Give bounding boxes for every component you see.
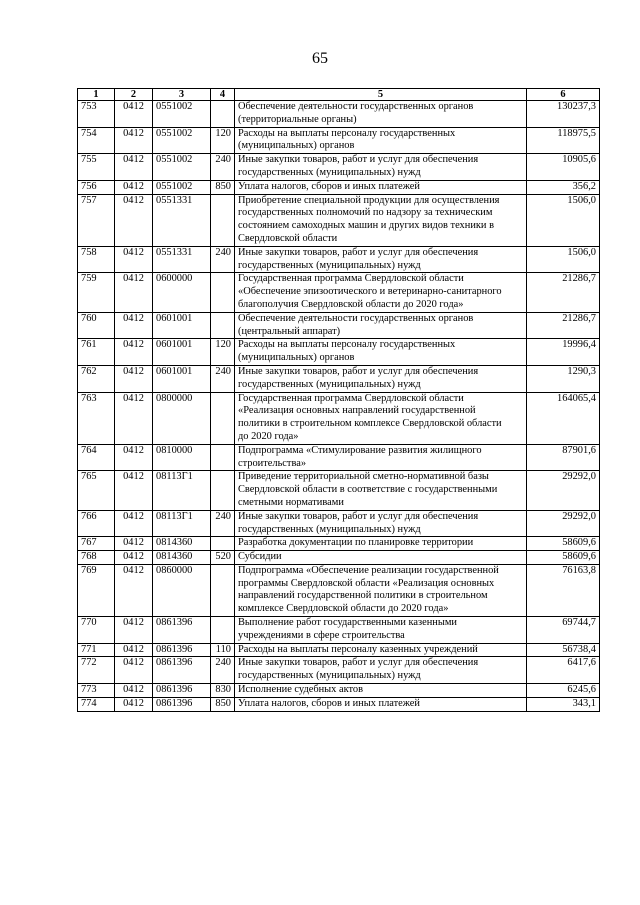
target-code-cell: 0860000 bbox=[153, 564, 211, 616]
description-line: Субсидии bbox=[238, 551, 282, 563]
section-code-cell: 0412 bbox=[115, 127, 153, 154]
description-line: Расходы на выплаты персоналу казенных учреждений bbox=[238, 643, 478, 655]
expense-type-cell bbox=[211, 564, 235, 616]
expense-type-cell bbox=[211, 273, 235, 312]
amount-cell: 29292,0 bbox=[527, 471, 600, 510]
amount-cell: 118975,5 bbox=[527, 127, 600, 154]
description-cell bbox=[235, 684, 527, 698]
table-body bbox=[78, 101, 600, 712]
description-line: Государственная программа Свердловской области bbox=[238, 392, 464, 404]
expense-type-cell: 240 bbox=[211, 510, 235, 537]
amount-cell: 58609,6 bbox=[527, 551, 600, 565]
description-line: государственных (муниципальных) нужд bbox=[238, 259, 421, 271]
target-code-cell: 0800000 bbox=[153, 392, 211, 444]
target-code-cell: 0861396 bbox=[153, 697, 211, 711]
description-line: Свердловской области в соответствие с государственными bbox=[238, 484, 498, 496]
description-line: (муниципальных) органов bbox=[238, 140, 355, 152]
target-code-cell: 0810000 bbox=[153, 444, 211, 471]
description-line: Иные закупки товаров, работ и услуг для обеспечения bbox=[238, 365, 479, 377]
description-cell bbox=[235, 312, 527, 339]
description-line: «Реализация основных направлений государственной bbox=[238, 405, 476, 417]
description-line: Выполнение работ государственными казенными bbox=[238, 617, 457, 629]
expense-type-cell: 520 bbox=[211, 551, 235, 565]
target-code-cell: 08113Г1 bbox=[153, 471, 211, 510]
expense-type-cell bbox=[211, 194, 235, 246]
section-code-cell: 0412 bbox=[115, 444, 153, 471]
description-line: программы Свердловской области «Реализация основных bbox=[238, 577, 495, 589]
description-cell bbox=[235, 365, 527, 392]
table-row bbox=[78, 551, 600, 565]
description-line: до 2020 года» bbox=[238, 430, 299, 442]
section-code-cell: 0412 bbox=[115, 365, 153, 392]
description-line: Исполнение судебных актов bbox=[238, 684, 363, 696]
table-row bbox=[78, 444, 600, 471]
description-line: Уплата налогов, сборов и иных платежей bbox=[238, 180, 420, 192]
target-code-cell: 0551002 bbox=[153, 127, 211, 154]
amount-cell: 1506,0 bbox=[527, 246, 600, 273]
header-col-2: 2 bbox=[115, 89, 153, 101]
description-line: Подпрограмма «Стимулирование развития жилищного bbox=[238, 444, 482, 456]
description-line: Иные закупки товаров, работ и услуг для обеспечения bbox=[238, 510, 479, 522]
table-row bbox=[78, 339, 600, 366]
target-code-cell: 0861396 bbox=[153, 657, 211, 684]
description-line: Уплата налогов, сборов и иных платежей bbox=[238, 697, 420, 709]
description-cell bbox=[235, 617, 527, 644]
description-cell bbox=[235, 510, 527, 537]
amount-cell: 58609,6 bbox=[527, 537, 600, 551]
section-code-cell: 0412 bbox=[115, 564, 153, 616]
row-number-cell: 755 bbox=[78, 154, 115, 181]
expense-type-cell: 850 bbox=[211, 180, 235, 194]
row-number-cell: 762 bbox=[78, 365, 115, 392]
amount-cell: 343,1 bbox=[527, 697, 600, 711]
description-line: государственных (муниципальных) нужд bbox=[238, 523, 421, 535]
description-line: Иные закупки товаров, работ и услуг для обеспечения bbox=[238, 657, 479, 669]
target-code-cell: 0551002 bbox=[153, 180, 211, 194]
row-number-cell: 771 bbox=[78, 643, 115, 657]
table-row bbox=[78, 471, 600, 510]
section-code-cell: 0412 bbox=[115, 246, 153, 273]
row-number-cell: 770 bbox=[78, 617, 115, 644]
description-cell bbox=[235, 564, 527, 616]
description-line: Разработка документации по планировке территории bbox=[238, 537, 474, 549]
row-number-cell: 773 bbox=[78, 684, 115, 698]
row-number-cell: 756 bbox=[78, 180, 115, 194]
description-line: комплексе Свердловской области до 2020 года» bbox=[238, 603, 449, 615]
target-code-cell: 08113Г1 bbox=[153, 510, 211, 537]
row-number-cell: 765 bbox=[78, 471, 115, 510]
description-cell bbox=[235, 127, 527, 154]
description-cell bbox=[235, 180, 527, 194]
description-cell bbox=[235, 444, 527, 471]
section-code-cell: 0412 bbox=[115, 510, 153, 537]
row-number-cell: 772 bbox=[78, 657, 115, 684]
row-number-cell: 768 bbox=[78, 551, 115, 565]
description-cell bbox=[235, 101, 527, 128]
row-number-cell: 764 bbox=[78, 444, 115, 471]
description-line: государственных (муниципальных) нужд bbox=[238, 670, 421, 682]
expense-type-cell: 240 bbox=[211, 365, 235, 392]
amount-cell: 19996,4 bbox=[527, 339, 600, 366]
section-code-cell: 0412 bbox=[115, 273, 153, 312]
budget-table bbox=[77, 88, 600, 712]
expense-type-cell: 110 bbox=[211, 643, 235, 657]
row-number-cell: 766 bbox=[78, 510, 115, 537]
expense-type-cell bbox=[211, 101, 235, 128]
amount-cell: 21286,7 bbox=[527, 273, 600, 312]
amount-cell: 6245,6 bbox=[527, 684, 600, 698]
amount-cell: 356,2 bbox=[527, 180, 600, 194]
section-code-cell: 0412 bbox=[115, 471, 153, 510]
target-code-cell: 0861396 bbox=[153, 617, 211, 644]
target-code-cell: 0551331 bbox=[153, 246, 211, 273]
description-line: Расходы на выплаты персоналу государственных bbox=[238, 127, 456, 139]
table-row bbox=[78, 154, 600, 181]
description-cell bbox=[235, 273, 527, 312]
amount-cell: 87901,6 bbox=[527, 444, 600, 471]
target-code-cell: 0861396 bbox=[153, 684, 211, 698]
target-code-cell: 0601001 bbox=[153, 365, 211, 392]
description-line: направлений государственной политики в строительном bbox=[238, 590, 488, 602]
expense-type-cell: 240 bbox=[211, 657, 235, 684]
description-line: Иные закупки товаров, работ и услуг для обеспечения bbox=[238, 246, 479, 258]
description-line: (территориальные органы) bbox=[238, 113, 357, 125]
description-line: Иные закупки товаров, работ и услуг для обеспечения bbox=[238, 154, 479, 166]
target-code-cell: 0600000 bbox=[153, 273, 211, 312]
section-code-cell: 0412 bbox=[115, 101, 153, 128]
page-number: 65 bbox=[312, 50, 328, 67]
amount-cell: 69744,7 bbox=[527, 617, 600, 644]
expense-type-cell: 240 bbox=[211, 154, 235, 181]
description-line: состоянием самоходных машин и других видов техники в bbox=[238, 220, 494, 232]
description-line: (муниципальных) органов bbox=[238, 352, 355, 364]
expense-type-cell bbox=[211, 617, 235, 644]
table-row bbox=[78, 127, 600, 154]
description-line: Расходы на выплаты персоналу государственных bbox=[238, 339, 456, 351]
target-code-cell: 0814360 bbox=[153, 537, 211, 551]
section-code-cell: 0412 bbox=[115, 643, 153, 657]
target-code-cell: 0551002 bbox=[153, 101, 211, 128]
description-cell bbox=[235, 697, 527, 711]
header-col-4: 4 bbox=[211, 89, 235, 101]
description-cell bbox=[235, 537, 527, 551]
section-code-cell: 0412 bbox=[115, 657, 153, 684]
table-row bbox=[78, 657, 600, 684]
description-cell bbox=[235, 551, 527, 565]
row-number-cell: 767 bbox=[78, 537, 115, 551]
amount-cell: 21286,7 bbox=[527, 312, 600, 339]
section-code-cell: 0412 bbox=[115, 537, 153, 551]
description-line: Обеспечение деятельности государственных органов bbox=[238, 312, 474, 324]
description-cell bbox=[235, 246, 527, 273]
expense-type-cell: 120 bbox=[211, 127, 235, 154]
description-line: «Обеспечение эпизоотического и ветеринарно-санитарного bbox=[238, 286, 502, 298]
table-row bbox=[78, 246, 600, 273]
description-line: Приобретение специальной продукции для осуществления bbox=[238, 194, 500, 206]
row-number-cell: 769 bbox=[78, 564, 115, 616]
target-code-cell: 0551331 bbox=[153, 194, 211, 246]
target-code-cell: 0861396 bbox=[153, 643, 211, 657]
section-code-cell: 0412 bbox=[115, 551, 153, 565]
description-line: (центральный аппарат) bbox=[238, 325, 341, 337]
table-row bbox=[78, 312, 600, 339]
description-line: государственных полномочий по надзору за техническим bbox=[238, 207, 493, 219]
expense-type-cell: 850 bbox=[211, 697, 235, 711]
expense-type-cell bbox=[211, 392, 235, 444]
description-cell bbox=[235, 643, 527, 657]
table-row bbox=[78, 101, 600, 128]
description-line: учреждениями в сфере строительства bbox=[238, 629, 405, 641]
row-number-cell: 774 bbox=[78, 697, 115, 711]
target-code-cell: 0551002 bbox=[153, 154, 211, 181]
expense-type-cell bbox=[211, 537, 235, 551]
row-number-cell: 758 bbox=[78, 246, 115, 273]
description-line: сметными нормативами bbox=[238, 496, 344, 508]
description-line: политики в строительном комплексе Свердловской области bbox=[238, 418, 502, 430]
amount-cell: 76163,8 bbox=[527, 564, 600, 616]
section-code-cell: 0412 bbox=[115, 617, 153, 644]
section-code-cell: 0412 bbox=[115, 697, 153, 711]
description-line: Приведение территориальной сметно-нормативной базы bbox=[238, 471, 489, 483]
header-col-1: 1 bbox=[78, 89, 115, 101]
header-col-5: 5 bbox=[235, 89, 527, 101]
target-code-cell: 0814360 bbox=[153, 551, 211, 565]
description-line: Обеспечение деятельности государственных органов bbox=[238, 101, 474, 112]
row-number-cell: 753 bbox=[78, 101, 115, 128]
table-row bbox=[78, 392, 600, 444]
row-number-cell: 759 bbox=[78, 273, 115, 312]
section-code-cell: 0412 bbox=[115, 154, 153, 181]
expense-type-cell: 830 bbox=[211, 684, 235, 698]
amount-cell: 164065,4 bbox=[527, 392, 600, 444]
expense-type-cell: 120 bbox=[211, 339, 235, 366]
section-code-cell: 0412 bbox=[115, 194, 153, 246]
table-row bbox=[78, 564, 600, 616]
header-col-6: 6 bbox=[527, 89, 600, 101]
expense-type-cell bbox=[211, 312, 235, 339]
amount-cell: 29292,0 bbox=[527, 510, 600, 537]
section-code-cell: 0412 bbox=[115, 180, 153, 194]
description-line: Государственная программа Свердловской области bbox=[238, 273, 464, 285]
table-row bbox=[78, 617, 600, 644]
table-row bbox=[78, 510, 600, 537]
target-code-cell: 0601001 bbox=[153, 339, 211, 366]
amount-cell: 130237,3 bbox=[527, 101, 600, 128]
table-row bbox=[78, 194, 600, 246]
target-code-cell: 0601001 bbox=[153, 312, 211, 339]
description-line: благополучия Свердловской области до 2020 года» bbox=[238, 298, 464, 310]
row-number-cell: 760 bbox=[78, 312, 115, 339]
section-code-cell: 0412 bbox=[115, 312, 153, 339]
section-code-cell: 0412 bbox=[115, 392, 153, 444]
table-row bbox=[78, 365, 600, 392]
description-cell bbox=[235, 471, 527, 510]
description-cell bbox=[235, 194, 527, 246]
expense-type-cell bbox=[211, 471, 235, 510]
table-header-row bbox=[78, 89, 600, 101]
table-row bbox=[78, 537, 600, 551]
description-line: Подпрограмма «Обеспечение реализации государственной bbox=[238, 564, 499, 576]
amount-cell: 6417,6 bbox=[527, 657, 600, 684]
row-number-cell: 763 bbox=[78, 392, 115, 444]
expense-type-cell bbox=[211, 444, 235, 471]
amount-cell: 1506,0 bbox=[527, 194, 600, 246]
row-number-cell: 754 bbox=[78, 127, 115, 154]
description-line: строительства» bbox=[238, 457, 307, 469]
table-row bbox=[78, 180, 600, 194]
expense-type-cell: 240 bbox=[211, 246, 235, 273]
row-number-cell: 761 bbox=[78, 339, 115, 366]
table-row bbox=[78, 697, 600, 711]
section-code-cell: 0412 bbox=[115, 339, 153, 366]
header-col-3: 3 bbox=[153, 89, 211, 101]
description-line: государственных (муниципальных) нужд bbox=[238, 378, 421, 390]
description-line: государственных (муниципальных) нужд bbox=[238, 166, 421, 178]
amount-cell: 56738,4 bbox=[527, 643, 600, 657]
description-cell bbox=[235, 392, 527, 444]
description-line: Свердловской области bbox=[238, 232, 338, 244]
table-row bbox=[78, 643, 600, 657]
table-row bbox=[78, 684, 600, 698]
table-row bbox=[78, 273, 600, 312]
description-cell bbox=[235, 154, 527, 181]
amount-cell: 10905,6 bbox=[527, 154, 600, 181]
description-cell bbox=[235, 657, 527, 684]
row-number-cell: 757 bbox=[78, 194, 115, 246]
section-code-cell: 0412 bbox=[115, 684, 153, 698]
description-cell bbox=[235, 339, 527, 366]
amount-cell: 1290,3 bbox=[527, 365, 600, 392]
